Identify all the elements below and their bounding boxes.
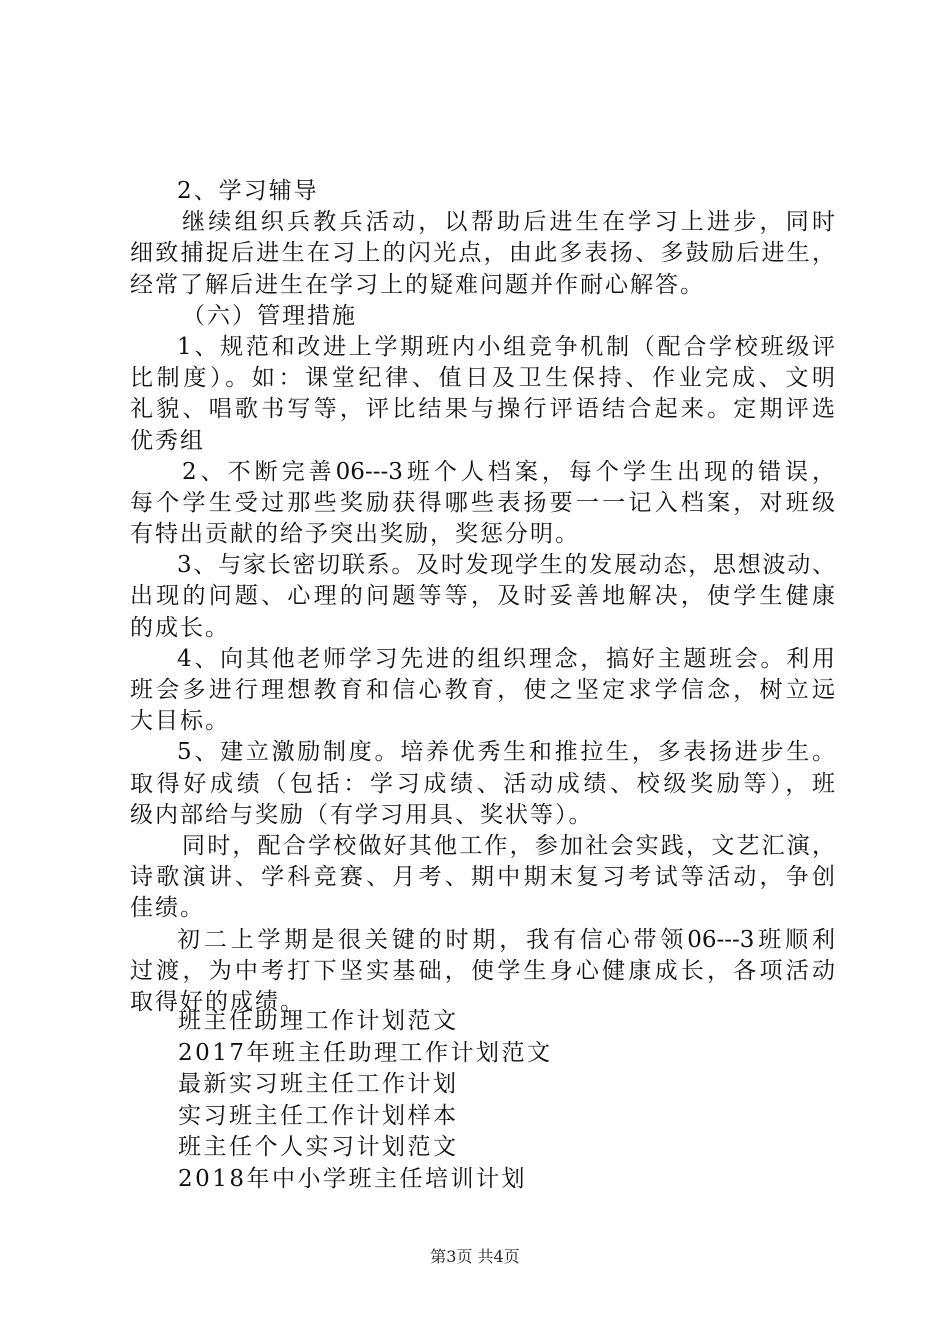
paragraph-line: 4、向其他老师学习先进的组织理念，搞好主题班会。利用 [177, 645, 835, 672]
paragraph-line: 细致捕捉后进生在习上的闪光点，由此多表扬、多鼓励后进生， [130, 240, 835, 267]
paragraph-line: 每个学生受过那些奖励获得哪些表扬要一一记入档案，对班级 [130, 489, 835, 516]
related-article-link[interactable]: 班主任个人实习计划范文 [178, 1134, 459, 1161]
page-number-footer: 第3页 共4页 [430, 1247, 520, 1266]
paragraph-line: 级内部给与奖励（有学习用具、奖状等）。 [130, 801, 594, 828]
related-article-link[interactable]: 实习班主任工作计划样本 [178, 1102, 459, 1129]
paragraph-line: 佳绩。 [130, 895, 205, 922]
paragraph-line: 经常了解后进生在学习上的疑难问题并作耐心解答。 [130, 271, 705, 298]
paragraph-line: 比制度）。如：课堂纪律、值日及卫生保持、作业完成、文明 [130, 365, 835, 392]
related-article-link[interactable]: 最新实习班主任工作计划 [178, 1071, 459, 1098]
related-article-link[interactable]: 2018年中小学班主任培训计划 [178, 1165, 528, 1192]
paragraph-line: 3、与家长密切联系。及时发现学生的发展动态，思想波动、 [177, 552, 835, 579]
paragraph-line: 初二上学期是很关键的时期，我有信心带领06---3班顺利 [177, 926, 835, 953]
paragraph-line: 的成长。 [130, 614, 230, 641]
paragraph-line: （六）管理措施 [182, 302, 357, 329]
paragraph-line: 有特出贡献的给予突出奖励，奖惩分明。 [130, 521, 580, 548]
related-articles-list [178, 1006, 553, 1196]
paragraph-line: 取得好的成绩。 [130, 988, 305, 1015]
paragraph-line: 大目标。 [130, 708, 230, 735]
paragraph-line: 出现的问题、心理的问题等等，及时妥善地解决，使学生健康 [130, 583, 835, 610]
paragraph-line: 取得好成绩（包括：学习成绩、活动成绩、校级奖励等），班 [130, 770, 835, 797]
paragraph-line: 1、规范和改进上学期班内小组竞争机制（配合学校班级评 [177, 333, 835, 360]
related-article-link[interactable]: 2017年班主任助理工作计划范文 [178, 1039, 553, 1066]
related-article-link[interactable]: 班主任助理工作计划范文 [178, 1008, 459, 1034]
paragraph-line: 礼貌、唱歌书写等，评比结果与操行评语结合起来。定期评选 [130, 396, 835, 423]
paragraph-line: 2、学习辅导 [177, 178, 319, 204]
paragraph-line: 优秀组 [130, 427, 205, 454]
paragraph-line: 过渡，为中考打下坚实基础，使学生身心健康成长，各项活动 [130, 957, 835, 984]
paragraph-line: 诗歌演讲、学科竞赛、月考、期中期末复习考试等活动，争创 [130, 864, 835, 891]
paragraph-line: 2、不断完善06---3班个人档案，每个学生出现的错误， [182, 458, 835, 485]
paragraph-line: 班会多进行理想教育和信心教育，使之坚定求学信念，树立远 [130, 677, 835, 703]
paragraph-line: 同时，配合学校做好其他工作，参加社会实践，文艺汇演， [182, 832, 835, 859]
paragraph-line: 5、建立激励制度。培养优秀生和推拉生，多表扬进步生。 [177, 739, 835, 766]
paragraph-line: 继续组织兵教兵活动，以帮助后进生在学习上进步，同时 [182, 209, 835, 236]
document-body [130, 176, 835, 1018]
